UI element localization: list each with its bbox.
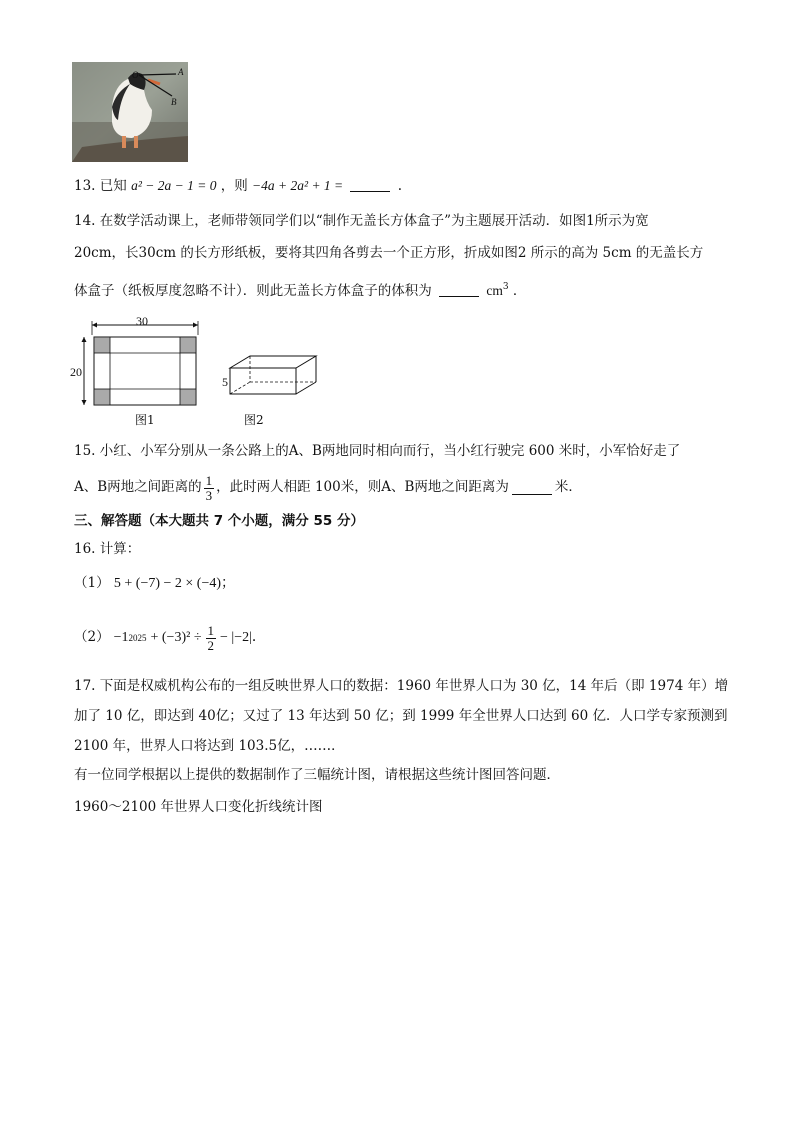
q16-part-2-expr-b: + (−3)² ÷ bbox=[150, 630, 202, 645]
q16-part-2-label: （2） bbox=[74, 629, 110, 646]
q15-fraction-numerator: 1 bbox=[205, 472, 213, 488]
q17-line-4: 有一位同学根据以上提供的数据制作了三幅统计图，请根据这些统计图回答问题． bbox=[74, 767, 560, 783]
q14-line-2: 20cm，长30cm 的长方形纸板，要将其四角各剪去一个正方形，折成如图2 所示的高为 5cm 的无盖长方 bbox=[74, 245, 704, 261]
q14-answer-blank[interactable] bbox=[439, 284, 479, 297]
figure-2-svg bbox=[218, 350, 322, 400]
q16-fraction bbox=[206, 624, 217, 652]
q13-equation-2: −4a + 2a² + 1 = bbox=[252, 178, 344, 193]
figure-2 bbox=[218, 350, 322, 430]
q16-part-1-expression: 5 + (−7) − 2 × (−4)； bbox=[113, 576, 236, 591]
q16-part-1 bbox=[74, 577, 235, 591]
q13-equation-1: a² − 2a − 1 = 0 bbox=[131, 178, 217, 193]
bird-photo bbox=[72, 62, 188, 162]
q15-line-1: 15. 小红、小军分别从一条公路上的A、B两地同时相向而行，当小红行驶完 600 米时，小军恰好走了 bbox=[74, 443, 681, 459]
q16-part-2: （2） −1 2025 + (−3)² ÷ $\frac{1}{2}$ − |−2|． bbox=[74, 622, 266, 653]
q17-line-2: 加了 10 亿，即达到 40亿；又过了 13 年达到 50 亿；到 1999 年全世界人口达到 60 亿．人口学专家预测到 bbox=[74, 708, 728, 724]
point-a-label: A bbox=[178, 67, 184, 77]
q15-line-2 bbox=[74, 470, 582, 506]
q14-unit: cm bbox=[486, 283, 503, 298]
q13-answer-blank[interactable] bbox=[350, 179, 390, 192]
q16-title: 16. 计算： bbox=[74, 541, 141, 557]
q14-line-3-text: 体盒子（纸板厚度忽略不计）．则此无盖长方体盒子的体积为 bbox=[74, 283, 432, 299]
section-3-title: 三、解答题（本大题共 7 个小题，满分 55 分） bbox=[74, 513, 364, 529]
q17-line-3: 2100 年，世界人口将达到 103.5亿，……． bbox=[74, 738, 345, 754]
q15-fraction-denominator: 3 bbox=[205, 487, 213, 503]
fig1-width-label: 30 bbox=[136, 314, 148, 328]
figure-1 bbox=[70, 313, 210, 433]
q15-fraction bbox=[204, 474, 215, 502]
q15-line-2-a: A、B两地之间距离的 bbox=[74, 479, 202, 496]
fig2-caption: 图2 bbox=[244, 413, 264, 427]
fig1-caption: 图1 bbox=[135, 413, 155, 427]
q16-fraction-denominator: 2 bbox=[207, 637, 214, 653]
q16-part-2-expr-c: − |−2|． bbox=[220, 630, 266, 645]
fig1-height-label: 20 bbox=[70, 365, 82, 379]
q17-line-1: 17. 下面是权威机构公布的一组反映世界人口的数据：1960 年世界人口为 30 亿，14 年后（即 1974 年）增 bbox=[74, 678, 729, 694]
q13-end: . bbox=[397, 178, 403, 194]
q15-line-2-c: 米． bbox=[554, 479, 582, 496]
q17-chart-caption: 1960～2100 年世界人口变化折线统计图 bbox=[74, 799, 323, 815]
q16-part-1-label: （1） bbox=[74, 575, 110, 591]
bird-photo-svg bbox=[72, 62, 188, 162]
q13-mid: ，则 bbox=[220, 178, 248, 194]
q15-answer-blank[interactable] bbox=[512, 482, 552, 495]
q14-line-1: 14. 在数学活动课上，老师带领同学们以“制作无盖长方体盒子”为主题展开活动．如图1所示为宽 bbox=[74, 213, 649, 229]
q14-end: ． bbox=[512, 283, 527, 299]
q14-line-3: 体盒子（纸板厚度忽略不计）．则此无盖长方体盒子的体积为 $cm^3$ ． bbox=[74, 282, 527, 299]
question-13 bbox=[74, 179, 402, 194]
q13-prefix: 13. 已知 bbox=[74, 178, 127, 194]
q16-fraction-numerator: 1 bbox=[207, 622, 214, 638]
point-o-label: O bbox=[132, 70, 139, 80]
q15-line-2-b: ，此时两人相距 100米，则A、B两地之间距离为 bbox=[216, 479, 509, 496]
fig2-height-label: 5 bbox=[222, 375, 228, 389]
q16-part-2-expr-a: −1 bbox=[113, 630, 129, 645]
point-b-label: B bbox=[171, 97, 177, 107]
